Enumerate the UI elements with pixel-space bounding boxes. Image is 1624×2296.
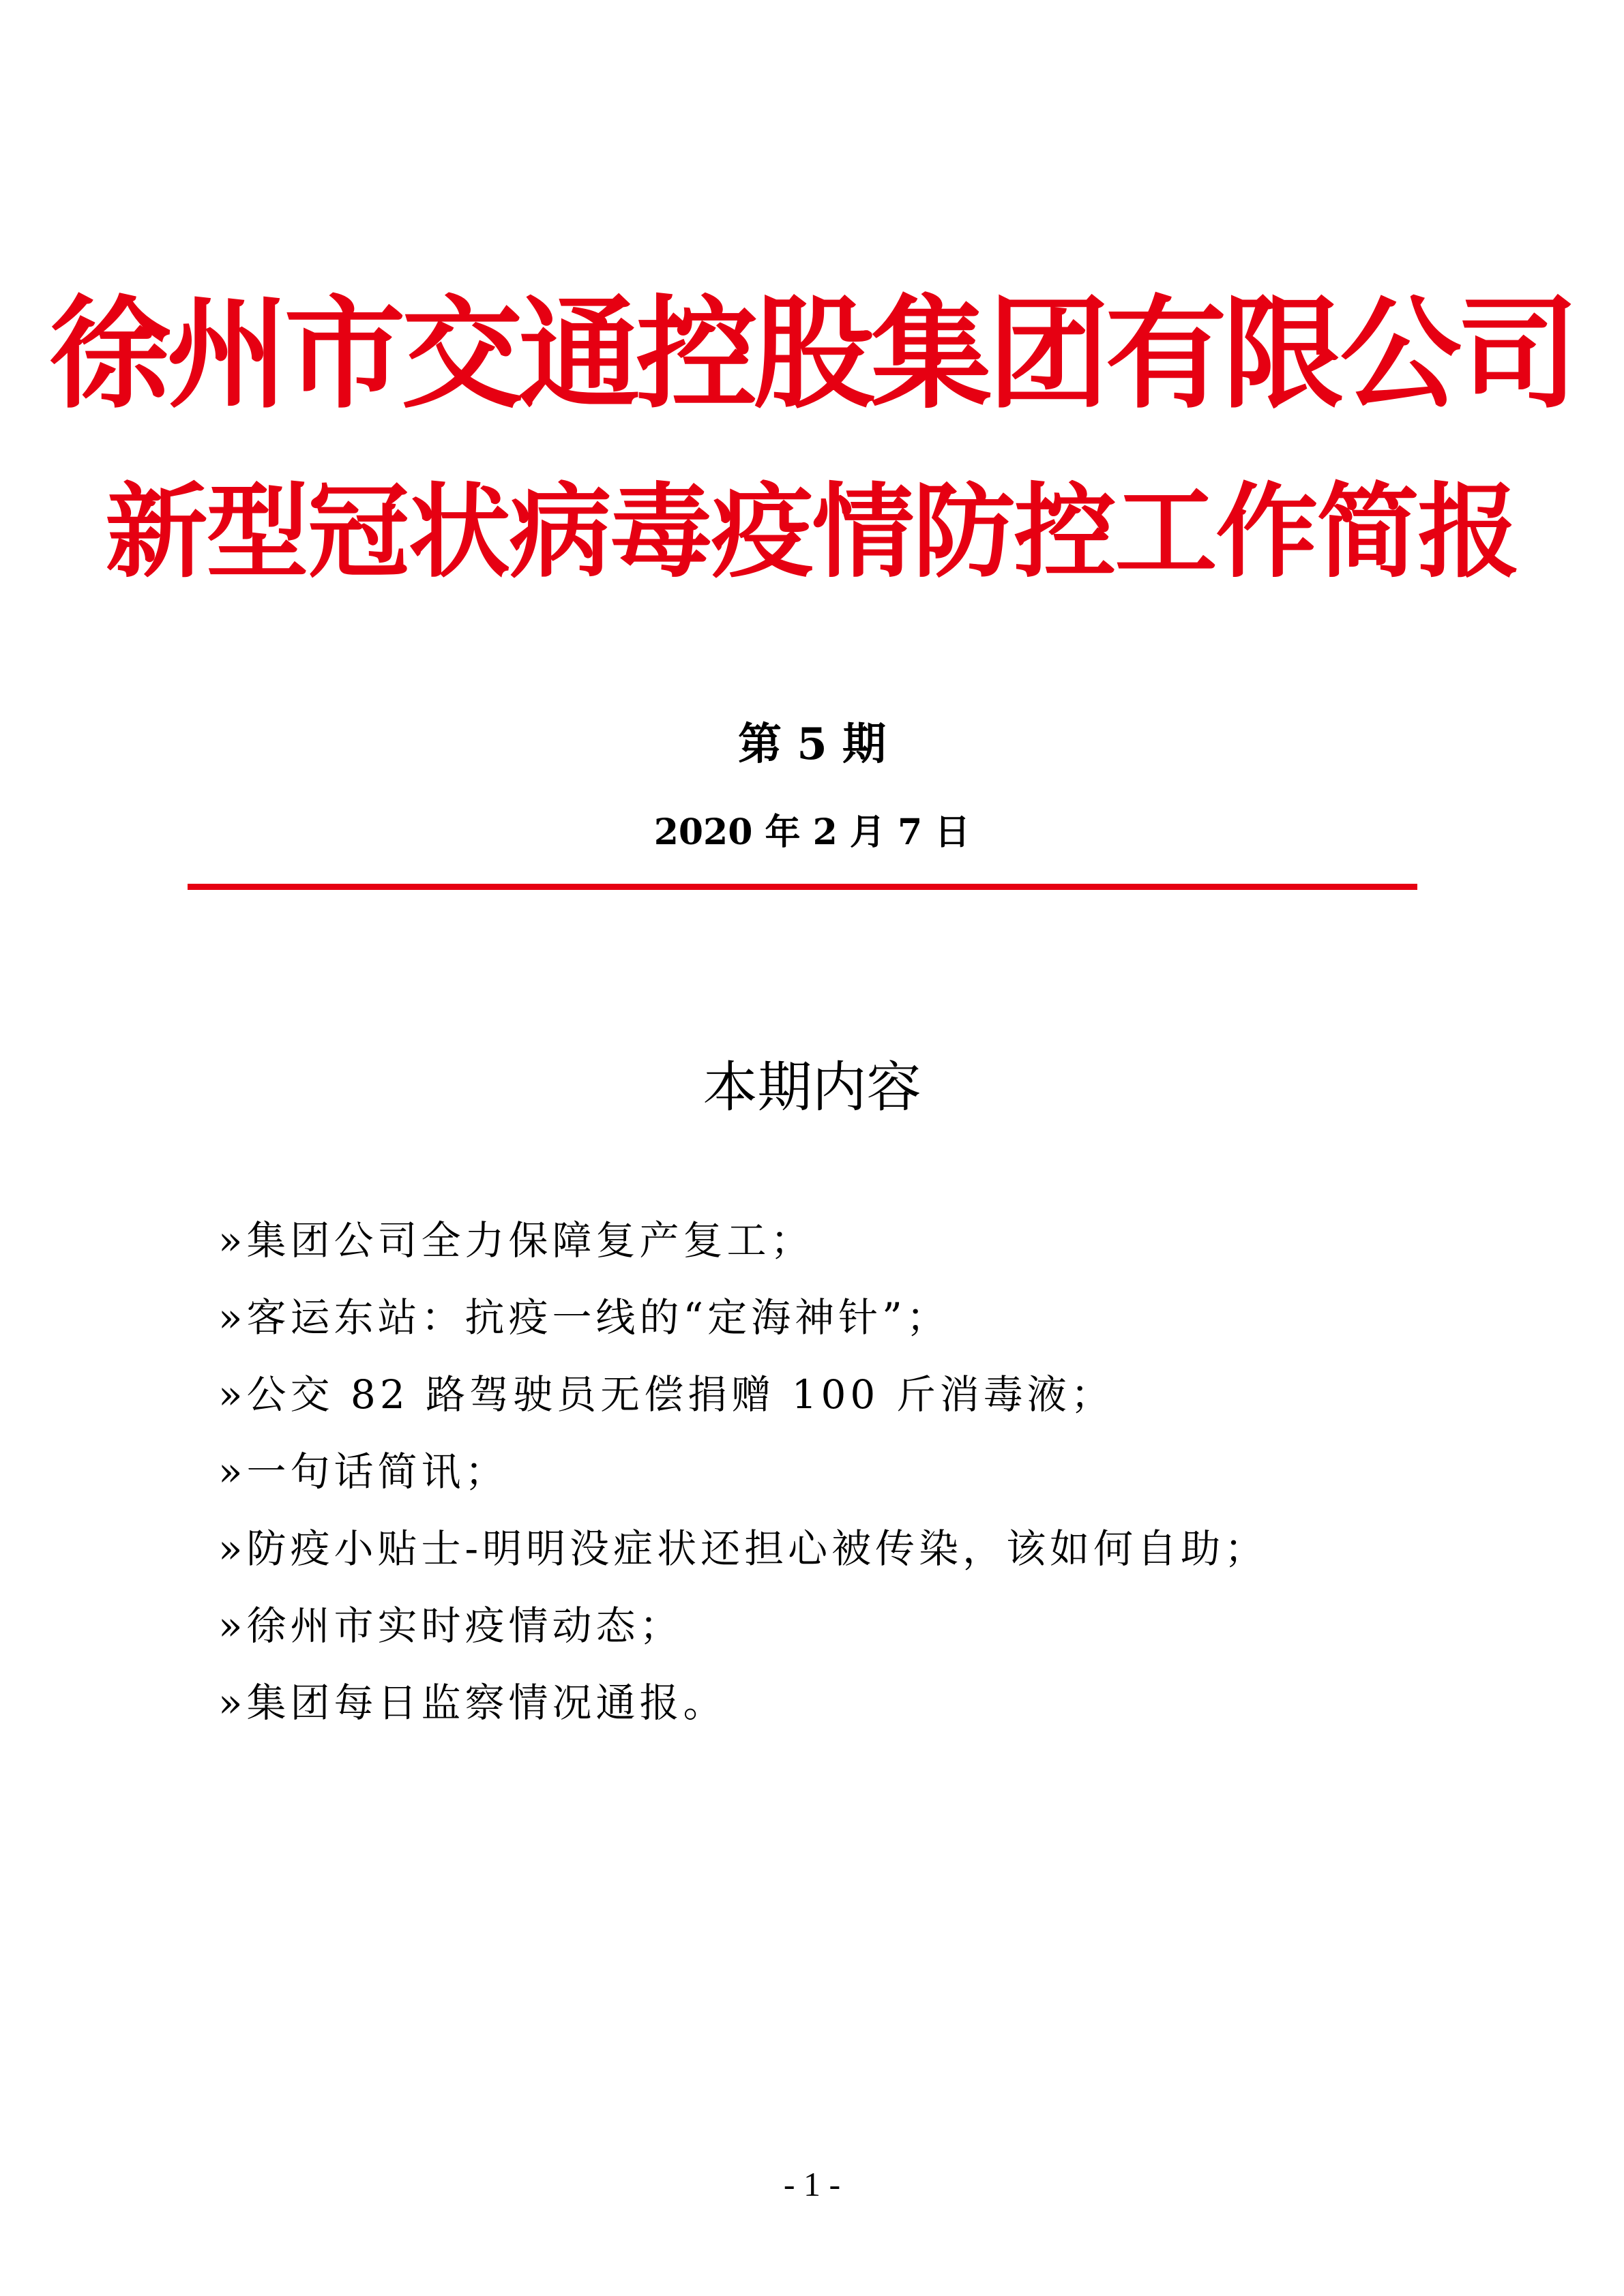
contents-item: »公交 82 路驾驶员无偿捐赠 100 斤消毒液； xyxy=(218,1371,1114,1418)
contents-item: »一句话简讯； xyxy=(218,1448,509,1495)
red-divider-line xyxy=(188,884,1417,890)
contents-heading: 本期内容 xyxy=(703,1056,921,1119)
page-number: - 1 - xyxy=(783,2165,841,2203)
contents-list xyxy=(218,1217,1446,1760)
contents-item: »徐州市实时疫情动态； xyxy=(218,1602,683,1649)
masthead-bulletin-title: 新型冠状病毒疫情防控工作简报 xyxy=(105,472,1519,592)
masthead-company-name: 徐州市交通控股集团有限公司 xyxy=(49,282,1575,425)
issue-date: 2020 年 2 月 7 日 xyxy=(653,811,971,853)
contents-item: »集团公司全力保障复产复工； xyxy=(218,1217,814,1264)
contents-item: »客运东站：抗疫一线的“定海神针”； xyxy=(218,1294,950,1341)
contents-item: »集团每日监察情况通报。 xyxy=(218,1680,727,1726)
contents-item: »防疫小贴士-明明没症状还担心被传染，该如何自助； xyxy=(218,1525,1269,1572)
issue-number: 第 5 期 xyxy=(737,719,887,770)
